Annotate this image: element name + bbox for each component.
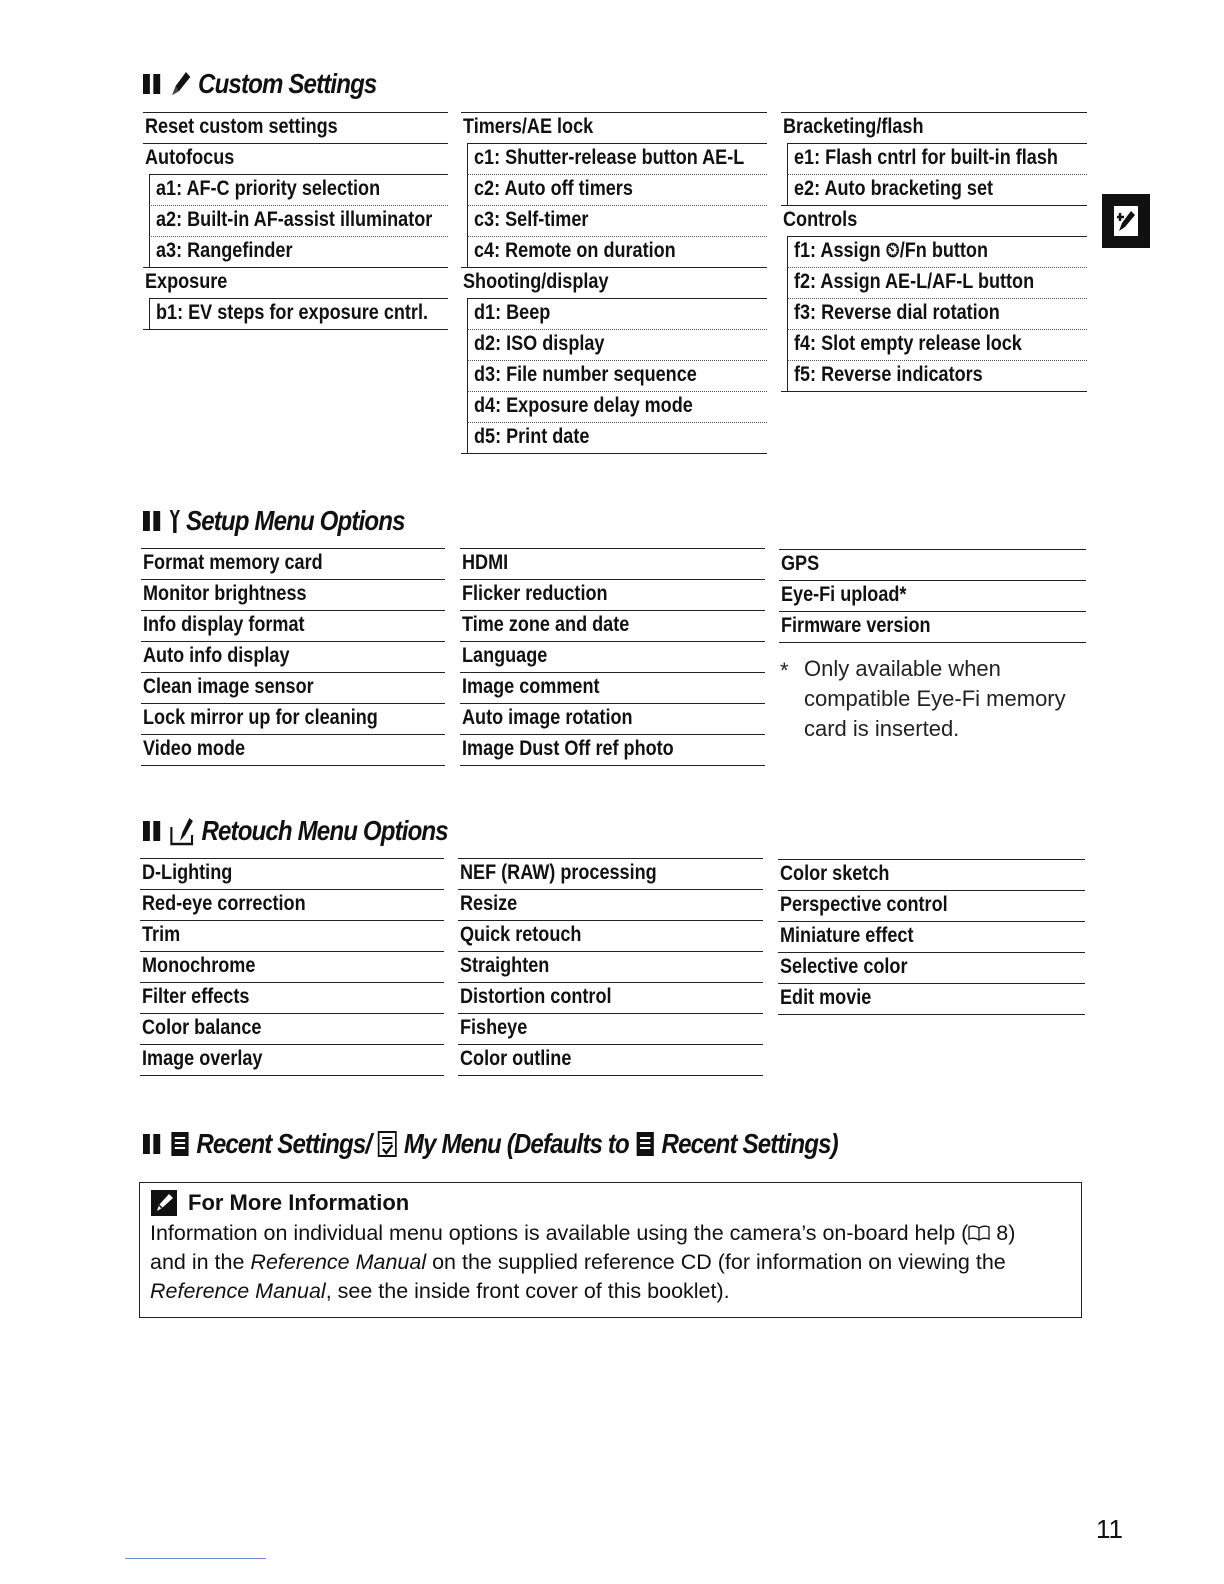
- column-end-rule: [458, 1075, 763, 1076]
- menu-item: [140, 1044, 444, 1075]
- menu-item: [779, 580, 1086, 611]
- menu-item-label: Auto info display: [143, 644, 290, 667]
- menu-item-label: a3: Rangefinder: [156, 239, 293, 262]
- menu-item-label: a2: Built-in AF-assist illuminator: [156, 208, 433, 231]
- menu-item-label: Edit movie: [780, 986, 872, 1009]
- menu-item-label: Firmware version: [781, 614, 931, 637]
- submenu-item: [149, 174, 448, 205]
- menu-item-label: Quick retouch: [460, 923, 582, 946]
- menu-item-label: Eye-Fi upload*: [781, 583, 907, 606]
- menu-item-label: Monitor brightness: [143, 582, 307, 605]
- menu-item: [140, 1013, 444, 1044]
- menu-item-label: e1: Flash cntrl for built-in flash: [794, 146, 1058, 169]
- menu-item: [141, 579, 445, 610]
- menu-item: [143, 267, 448, 298]
- menu-item-label: Perspective control: [780, 893, 948, 916]
- custom-settings-column-3: [781, 112, 1087, 392]
- menu-item-label: Reset custom settings: [145, 115, 338, 138]
- menu-item: [460, 734, 765, 765]
- menu-item-label: Miniature effect: [780, 924, 914, 947]
- recent-settings-icon: [634, 1130, 656, 1158]
- menu-item-label: Image overlay: [142, 1047, 263, 1070]
- menu-item: [461, 112, 767, 143]
- menu-item: [779, 549, 1086, 580]
- wrench-icon: [169, 506, 181, 536]
- menu-item-label: c2: Auto off timers: [474, 177, 633, 200]
- for-more-information-box: [139, 1182, 1082, 1318]
- submenu-item: [467, 360, 767, 391]
- setup-menu-column-1: [141, 548, 445, 766]
- note-pencil-icon: [150, 1189, 178, 1217]
- submenu-item: [787, 360, 1087, 391]
- menu-item-label: Exposure: [145, 270, 228, 293]
- submenu-item: [149, 236, 448, 267]
- menu-item-label: d2: ISO display: [474, 332, 605, 355]
- menu-item-label: c1: Shutter-release button AE-L: [474, 146, 745, 169]
- submenu-item: [467, 205, 767, 236]
- menu-item-label: Format memory card: [143, 551, 323, 574]
- menu-item: [140, 858, 444, 889]
- menu-item: [458, 1044, 763, 1075]
- menu-item: [460, 641, 765, 672]
- retouch-menu-column-1: [140, 858, 444, 1076]
- menu-item: [779, 611, 1086, 642]
- column-end-rule: [779, 642, 1086, 643]
- menu-item-label: c4: Remote on duration: [474, 239, 676, 262]
- menu-item: [141, 610, 445, 641]
- menu-item: [781, 205, 1087, 236]
- custom-settings-tab-icon: [1111, 203, 1141, 239]
- section-marker-icon: [143, 1134, 160, 1154]
- column-end-rule: [143, 329, 448, 330]
- menu-item-label: d5: Print date: [474, 425, 590, 448]
- submenu-item: [467, 236, 767, 267]
- section-marker-icon: [143, 511, 160, 531]
- info-heading: For More Information: [150, 1189, 1071, 1217]
- menu-item-label: Distortion control: [460, 985, 612, 1008]
- menu-item: [458, 982, 763, 1013]
- menu-item-label: Color sketch: [780, 862, 890, 885]
- menu-item-label: D-Lighting: [142, 861, 233, 884]
- menu-item: [141, 641, 445, 672]
- menu-item-label: d4: Exposure delay mode: [474, 394, 693, 417]
- menu-item-label: Monochrome: [142, 954, 256, 977]
- menu-item: [458, 858, 763, 889]
- page-number: 11: [1096, 1514, 1123, 1544]
- retouch-icon: [169, 815, 197, 847]
- retouch-menu-title: Retouch Menu Options: [143, 811, 448, 851]
- menu-item-label: Filter effects: [142, 985, 250, 1008]
- menu-item-label: Auto image rotation: [462, 706, 633, 729]
- section-marker-icon: [143, 74, 160, 94]
- menu-item-label: Language: [462, 644, 548, 667]
- menu-item: [143, 143, 448, 174]
- submenu-item: [787, 174, 1087, 205]
- menu-item: [458, 920, 763, 951]
- menu-item-label: Info display format: [143, 613, 305, 636]
- column-end-rule: [781, 391, 1087, 392]
- submenu-item: [467, 143, 767, 174]
- recent-settings-icon: [169, 1130, 191, 1158]
- menu-item-label: f4: Slot empty release lock: [794, 332, 1022, 355]
- menu-item-label: Video mode: [143, 737, 246, 760]
- my-menu-icon: [376, 1130, 398, 1158]
- menu-item: [141, 548, 445, 579]
- menu-item: [460, 579, 765, 610]
- submenu-item: [467, 422, 767, 453]
- setup-menu-column-2: [460, 548, 765, 766]
- menu-item-label: Fisheye: [460, 1016, 528, 1039]
- column-end-rule: [141, 765, 445, 766]
- column-end-rule: [460, 765, 765, 766]
- submenu-item: [787, 267, 1087, 298]
- menu-item-label: Selective color: [780, 955, 908, 978]
- menu-item-label: Controls: [783, 208, 858, 231]
- menu-item: [460, 610, 765, 641]
- menu-item: [140, 920, 444, 951]
- custom-settings-title: Custom Settings: [143, 64, 376, 104]
- menu-item: [140, 951, 444, 982]
- book-icon: [968, 1225, 990, 1241]
- menu-item-label: f2: Assign AE-L/AF-L button: [794, 270, 1035, 293]
- menu-item-label: Red-eye correction: [142, 892, 306, 915]
- menu-item-label: a1: AF-C priority selection: [156, 177, 381, 200]
- custom-settings-column-2: [461, 112, 767, 454]
- custom-settings-tab: [1102, 194, 1150, 248]
- eye-fi-footnote: * Only available when compatible Eye-Fi memory card is inserted.: [780, 656, 1066, 741]
- setup-menu-title: Setup Menu Options: [143, 501, 405, 541]
- menu-item: [460, 703, 765, 734]
- submenu-item: [149, 298, 448, 329]
- menu-item: [140, 889, 444, 920]
- submenu-item: [787, 236, 1087, 267]
- menu-item-label: GPS: [781, 552, 820, 575]
- menu-item-label: Resize: [460, 892, 518, 915]
- submenu-item: [467, 298, 767, 329]
- pencil-icon: [169, 69, 193, 99]
- submenu-item: [787, 329, 1087, 360]
- menu-item: [140, 982, 444, 1013]
- menu-item-label: f5: Reverse indicators: [794, 363, 983, 386]
- column-end-rule: [778, 1014, 1085, 1015]
- submenu-item: [787, 298, 1087, 329]
- column-end-rule: [140, 1075, 444, 1076]
- submenu-item: [787, 143, 1087, 174]
- menu-item: [778, 859, 1085, 890]
- menu-item-label: Clean image sensor: [143, 675, 314, 698]
- menu-item: [778, 983, 1085, 1014]
- menu-item-label: Lock mirror up for cleaning: [143, 706, 378, 729]
- menu-item: [458, 1013, 763, 1044]
- menu-item-label: Bracketing/flash: [783, 115, 924, 138]
- info-text: Information on individual menu options is available using the camera’s on-board help ( 8) and in the Reference Manual on the supplied reference CD (for information on viewing the Reference Manual, see the inside front cover of this booklet).: [150, 1221, 1016, 1303]
- menu-item: [781, 112, 1087, 143]
- section-marker-icon: [143, 821, 160, 841]
- custom-settings-column-1: [143, 112, 448, 330]
- menu-item-label: Image comment: [462, 675, 600, 698]
- column-end-rule: [461, 453, 767, 454]
- menu-item-label: Color outline: [460, 1047, 572, 1070]
- menu-item-label: d3: File number sequence: [474, 363, 697, 386]
- recent-settings-title: Recent Settings/ My Menu (Defaults to Recent Settings): [143, 1124, 838, 1164]
- menu-item-label: f3: Reverse dial rotation: [794, 301, 1000, 324]
- submenu-item: [467, 329, 767, 360]
- menu-item-label: Straighten: [460, 954, 550, 977]
- menu-item-label: Trim: [142, 923, 181, 946]
- menu-item-label: c3: Self-timer: [474, 208, 589, 231]
- menu-item-label: NEF (RAW) processing: [460, 861, 657, 884]
- menu-item: [461, 267, 767, 298]
- menu-item-label: Shooting/display: [463, 270, 609, 293]
- menu-item: [778, 921, 1085, 952]
- menu-item: [460, 672, 765, 703]
- menu-item-label: e2: Auto bracketing set: [794, 177, 994, 200]
- menu-item-label: Timers/AE lock: [463, 115, 594, 138]
- menu-item: [460, 548, 765, 579]
- menu-item-label: Time zone and date: [462, 613, 630, 636]
- menu-item: [778, 890, 1085, 921]
- menu-item: [141, 703, 445, 734]
- menu-item-label: Image Dust Off ref photo: [462, 737, 674, 760]
- submenu-item: [467, 174, 767, 205]
- menu-item: [778, 952, 1085, 983]
- menu-item: [458, 889, 763, 920]
- menu-item-label: d1: Beep: [474, 301, 551, 324]
- menu-item: [141, 672, 445, 703]
- menu-item-label: Autofocus: [145, 146, 235, 169]
- submenu-item: [467, 391, 767, 422]
- menu-item-label: Flicker reduction: [462, 582, 608, 605]
- menu-item: [458, 951, 763, 982]
- menu-item-label: Color balance: [142, 1016, 262, 1039]
- menu-item-label: b1: EV steps for exposure cntrl.: [156, 301, 428, 324]
- footer-rule: [125, 1558, 266, 1559]
- submenu-item: [149, 205, 448, 236]
- menu-item: [141, 734, 445, 765]
- menu-item: [143, 112, 448, 143]
- retouch-menu-column-3: [778, 859, 1085, 1015]
- menu-item-label: HDMI: [462, 551, 509, 574]
- setup-menu-column-3: [779, 549, 1086, 643]
- retouch-menu-column-2: [458, 858, 763, 1076]
- menu-item-label: f1: Assign ⏲/Fn button: [794, 239, 988, 262]
